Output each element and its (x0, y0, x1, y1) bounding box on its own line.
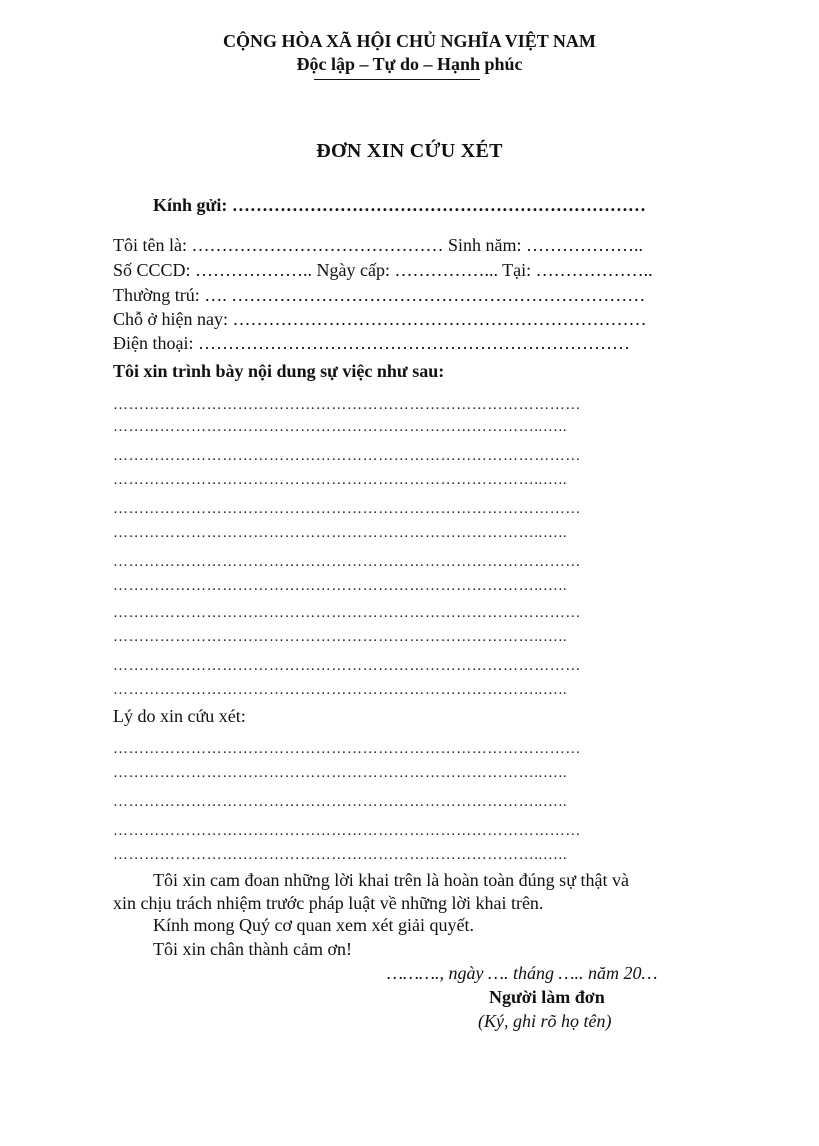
reason-label: Lý do xin cứu xét: (113, 706, 246, 726)
content-line: ……………………………………………………………………………… (113, 658, 581, 674)
reason-line: ………………………………………………………………………..….. (113, 794, 568, 810)
content-line: ………………………………………………………………………..….. (113, 578, 568, 594)
content-line: ………………………………………………………………………..….. (113, 525, 568, 541)
name-field-line: Tôi tên là: …………………………………… Sinh năm: ……………….. (113, 235, 643, 255)
header-divider (314, 79, 480, 80)
content-line: ……………………………………………………………………………… (113, 554, 581, 570)
signer-note: (Ký, ghi rõ họ tên) (478, 1011, 612, 1031)
content-line: ………………………………………………………………………..….. (113, 682, 568, 698)
content-line: ……………………………………………………………………………… (113, 605, 581, 621)
id-field-line: Số CCCD: ……………….. Ngày cấp: ……………... Tại: ……………….. (113, 260, 653, 280)
content-line: ………………………………………………………………………..….. (113, 472, 568, 488)
content-line: ……………………………………………………………………………… (113, 448, 581, 464)
reason-line: ………………………………………………………………………..….. (113, 847, 568, 863)
commitment-line-2: xin chịu trách nhiệm trước pháp luật về những lời khai trên. (113, 893, 544, 913)
document-title: ĐƠN XIN CỨU XÉT (316, 140, 503, 162)
recipient-dots: …………………………………………………………… (231, 195, 646, 215)
content-line: ……………………………………………………………………………… (113, 501, 581, 517)
national-motto: Độc lập – Tự do – Hạnh phúc (296, 54, 523, 74)
permanent-address-line: Thường trú: …. …………………………………………………………… (113, 285, 646, 305)
thanks-line: Tôi xin chân thành cảm ơn! (153, 939, 352, 959)
national-name: CỘNG HÒA XÃ HỘI CHỦ NGHĨA VIỆT NAM (223, 31, 596, 51)
request-line: Kính mong Quý cơ quan xem xét giải quyết. (153, 915, 474, 935)
recipient-label: Kính gửi: (153, 195, 232, 215)
commitment-line-1: Tôi xin cam đoan những lời khai trên là hoàn toàn đúng sự thật và (153, 870, 629, 890)
reason-line: ……………………………………………………………………………… (113, 823, 581, 839)
date-line: ………., ngày …. tháng ….. năm 20… (387, 963, 658, 983)
reason-line: ………………………………………………………………………..….. (113, 765, 568, 781)
reason-line: ……………………………………………………………………………… (113, 741, 581, 757)
content-line: ………………………………………………………………………..….. (113, 419, 568, 435)
recipient-line (153, 196, 646, 214)
phone-line: Điện thoại: ……………………………………………………………… (113, 333, 630, 353)
content-line: ………………………………………………………………………..….. (113, 629, 568, 645)
content-heading: Tôi xin trình bày nội dung sự việc như sau: (113, 361, 445, 381)
signer-title: Người làm đơn (489, 987, 605, 1007)
current-address-line: Chỗ ở hiện nay: …………………………………………………………… (113, 309, 647, 329)
content-line: ……………………………………………………………………………… (113, 397, 581, 413)
